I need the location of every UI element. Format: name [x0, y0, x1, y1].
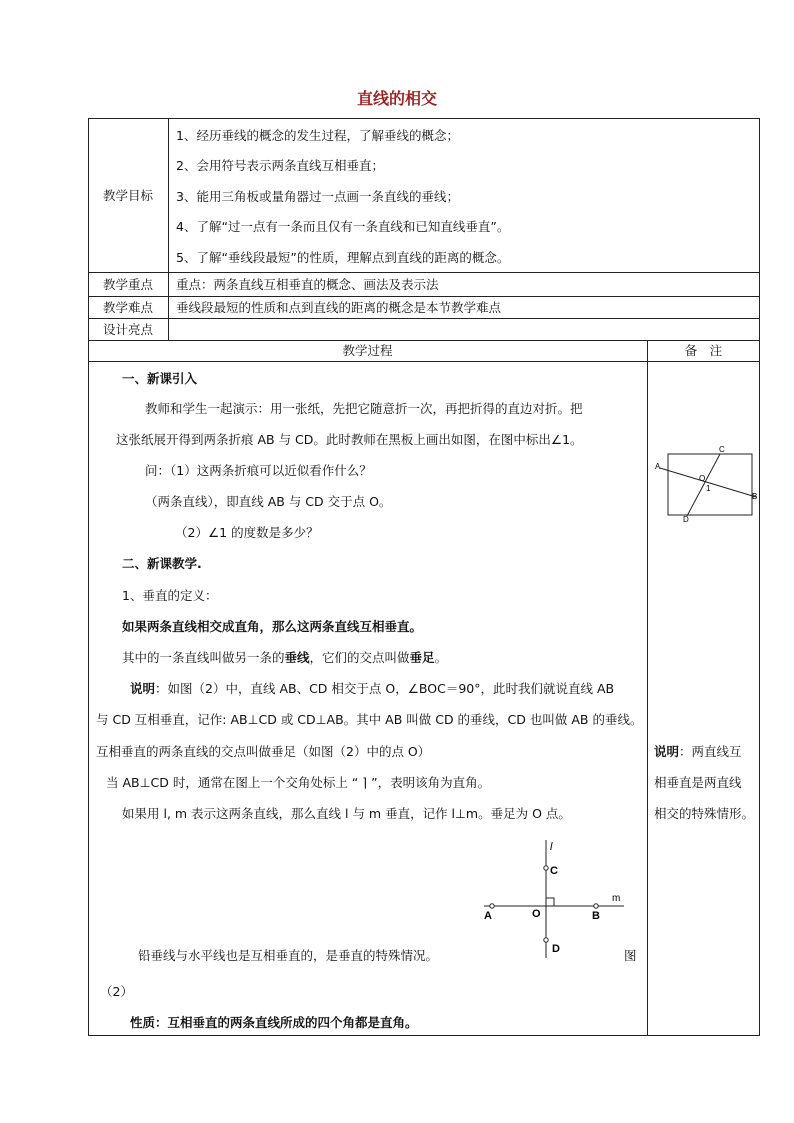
goal-item: 4、了解“过一点有一条而且仅有一条直线和已知直线垂直”。 — [176, 219, 510, 234]
point-b — [594, 904, 598, 908]
row-divider — [88, 296, 760, 297]
note-label: 说明 — [654, 744, 680, 759]
question-1: 问：（1）这两条折痕可以近似看作什么？ — [145, 463, 372, 478]
label-goals: 教学目标 — [102, 188, 153, 203]
label-key: 教学重点 — [102, 277, 153, 292]
property-text — [130, 1015, 418, 1030]
definition-terms-e: 。 — [434, 650, 448, 665]
fig2-label-m: m — [612, 893, 621, 904]
point-a — [490, 904, 494, 908]
col-divider — [647, 340, 648, 1036]
difficult-point: 垂线段最短的性质和点到直线的距离的概念是本节教学难点 — [176, 300, 502, 315]
fig1-label-angle: 1 — [706, 484, 711, 493]
fig1-label-d: D — [683, 515, 689, 524]
row-divider — [88, 318, 760, 319]
explanation-line-1 — [130, 681, 614, 696]
note-line-3: 相交的特殊情形。 — [654, 806, 755, 821]
key-point: 重点：两条直线互相垂直的概念、画法及表示法 — [176, 277, 439, 292]
note-line-2: 相垂直是两直线 — [654, 775, 742, 790]
fig2-label-d: D — [552, 943, 560, 955]
right-angle-mark — [546, 898, 554, 906]
figure-folded-paper — [650, 440, 762, 530]
label-process: 教学过程 — [342, 343, 393, 358]
row-divider — [88, 272, 760, 273]
paragraph-demo: 教师和学生一起演示：用一张纸，先把它随意折一次，再把折得的直边对折。把 — [145, 401, 583, 416]
section2-heading: 二、新课教学. — [122, 556, 202, 571]
plumb-line-text: 铅垂线与水平线也是互相垂直的，是垂直的特殊情况。 — [138, 948, 439, 963]
fig2-label-l: l — [550, 841, 553, 853]
explanation-line-3: 互相垂直的两条直线的交点叫做垂足（如图（2）中的点 O） — [96, 744, 431, 759]
definition-terms — [122, 650, 447, 665]
point-c — [544, 866, 548, 870]
definition-terms-c: ，它们的交点叫做 — [309, 650, 410, 665]
right-angle-mark-text: 当 AB⊥CD 时，通常在图上一个交角处标上 “ ⌉ ”，表明该角为直角。 — [106, 775, 491, 790]
label-notes: 备 注 — [684, 343, 723, 358]
definition-text: 如果两条直线相交成直角，那么这两条直线互相垂直。 — [122, 619, 423, 634]
section1-heading: 一、新课引入 — [122, 371, 198, 386]
term-foot: 垂足 — [409, 650, 435, 665]
goal-item: 5、了解“垂线段最短”的性质，理解点到直线的距离的概念。 — [176, 250, 510, 265]
figure-label: 图 — [624, 948, 637, 963]
explanation-text-1: ：如图（2）中，直线 AB、CD 相交于点 O，∠BOC＝90°，此时我们就说直线 AB — [155, 681, 615, 696]
figure-number: （2） — [100, 984, 133, 999]
row-divider — [88, 361, 760, 362]
fig2-label-a: A — [484, 910, 492, 922]
fig2-label-o: O — [532, 908, 541, 920]
definition-terms-a: 其中的一条直线叫做另一条的 — [122, 650, 285, 665]
note-text-1: ：两直线互 — [679, 744, 742, 759]
explanation-line-2: 与 CD 互相垂直，记作: AB⊥CD 或 CD⊥AB。其中 AB 叫做 CD 的垂线，CD 也叫做 AB 的垂线。 — [96, 712, 643, 727]
property-label: 性质 — [130, 1015, 156, 1030]
goal-item: 3、能用三角板或量角器过一点画一条直线的垂线； — [176, 189, 459, 204]
goal-item: 2、会用符号表示两条直线互相垂直； — [176, 158, 384, 173]
fig1-label-b: B — [752, 492, 758, 501]
answer-1: （两条直线），即直线 AB 与 CD 交于点 O。 — [145, 494, 392, 509]
fig2-label-b: B — [592, 910, 600, 922]
fig1-label-o: O — [699, 474, 706, 483]
label-difficult: 教学难点 — [102, 300, 153, 315]
property-body: ：互相垂直的两条直线所成的四个角都是直角。 — [155, 1015, 418, 1030]
figure-perpendicular — [478, 836, 628, 966]
note-line-1 — [654, 744, 742, 759]
term-perpendicular: 垂线 — [284, 650, 310, 665]
question-2: （2）∠1 的度数是多少？ — [175, 525, 319, 540]
explanation-label: 说明 — [130, 681, 156, 696]
label-highlight: 设计亮点 — [102, 322, 153, 337]
lm-notation-text: 如果用 l, m 表示这两条直线，那么直线 l 与 m 垂直，记作 l⊥m。垂足为 O 点。 — [122, 806, 571, 821]
fig2-label-c: C — [550, 865, 558, 877]
point-d — [544, 938, 548, 942]
fig1-label-c: C — [719, 445, 725, 454]
subheading-definition: 1、垂直的定义： — [122, 588, 218, 603]
goal-item: 1、经历垂线的概念的发生过程，了解垂线的概念； — [176, 128, 459, 143]
paragraph-demo-cont: 这张纸展开得到两条折痕 AB 与 CD。此时教师在黑板上画出如图，在图中标出∠1。 — [116, 432, 583, 447]
fig1-label-a: A — [655, 462, 661, 471]
row-divider — [88, 340, 760, 341]
col-divider — [168, 118, 169, 340]
page-title: 直线的相交 — [356, 89, 437, 108]
